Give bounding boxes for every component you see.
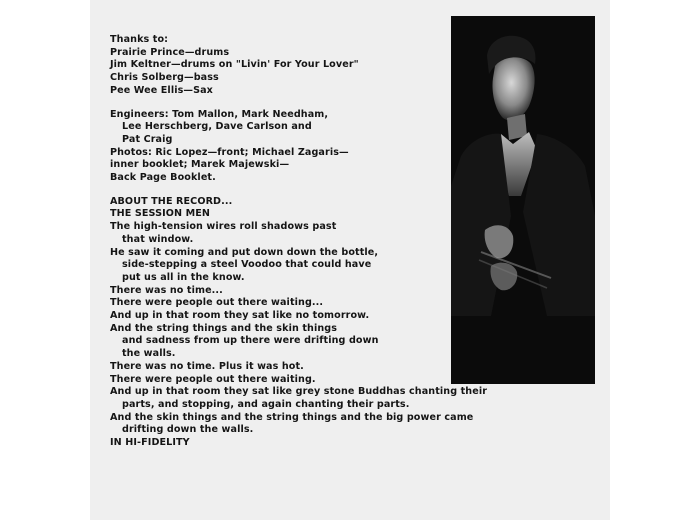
poem-line: And the string things and the skin things <box>110 322 338 334</box>
thanks-heading: Thanks to: <box>110 34 169 45</box>
engineers-line: Engineers: Tom Mallon, Mark Needham, <box>110 108 329 120</box>
poem-line: side-stepping a steel Voodoo that could have <box>122 259 372 271</box>
poem-line: parts, and stopping, and again chanting their parts. <box>122 398 410 410</box>
poem-line: that window. <box>122 233 194 245</box>
poem-line: and sadness from up there were drifting down <box>122 335 379 347</box>
thanks-line: Pee Wee Ellis—Sax <box>110 84 213 96</box>
photos-line: Photos: Ric Lopez—front; Michael Zagaris— <box>110 146 349 158</box>
engineers-line: Pat Craig <box>122 133 173 145</box>
about-subheading: THE SESSION MEN <box>110 208 211 220</box>
poem-line: The high-tension wires roll shadows past <box>110 221 337 233</box>
liner-notes <box>110 34 488 450</box>
poem-line: There were people out there waiting. <box>110 373 316 385</box>
about-heading: ABOUT THE RECORD... <box>110 195 233 207</box>
musician-photo-graphic <box>451 16 595 384</box>
photos-line: Back Page Booklet. <box>110 172 216 184</box>
poem-line: There was no time... <box>110 284 223 296</box>
thanks-line: Jim Keltner—drums on "Livin' For Your Lover" <box>110 59 359 71</box>
musician-photo <box>451 16 595 384</box>
photos-line: inner booklet; Marek Majewski— <box>110 159 290 171</box>
poem-line: He saw it coming and put down down the bottle, <box>110 246 379 258</box>
engineers-section <box>110 109 450 147</box>
thanks-line: Prairie Prince—drums <box>110 46 230 58</box>
poem-line: put us all in the know. <box>122 271 245 283</box>
thanks-line: Chris Solberg—bass <box>110 72 219 84</box>
engineers-line: Lee Herschberg, Dave Carlson and <box>122 121 312 133</box>
photos-section <box>110 147 450 185</box>
poem-line: the walls. <box>122 348 176 360</box>
poem-line: There were people out there waiting... <box>110 297 324 309</box>
about-section <box>110 195 488 450</box>
poem-line: And up in that room they sat like grey stone Buddhas chanting their <box>110 386 488 398</box>
thanks-section <box>110 34 450 98</box>
about-closing: IN HI-FIDELITY <box>110 437 190 449</box>
poem-line: And up in that room they sat like no tomorrow. <box>110 310 370 322</box>
poem-line: There was no time. Plus it was hot. <box>110 360 304 372</box>
poem-line: And the skin things and the string things and the big power came <box>110 411 474 423</box>
poem-line: drifting down the walls. <box>122 424 254 436</box>
